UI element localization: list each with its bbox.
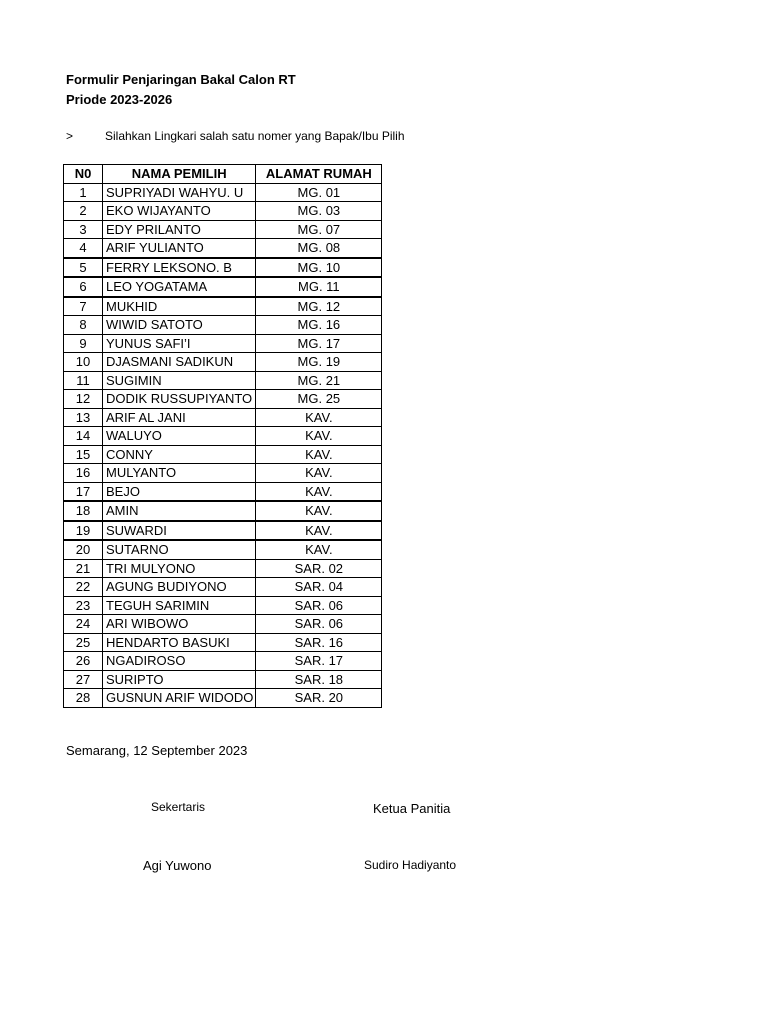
home-address: SAR. 06 bbox=[256, 596, 382, 615]
home-address: MG. 11 bbox=[256, 277, 382, 297]
secretary-role: Sekertaris bbox=[151, 800, 206, 814]
row-number: 3 bbox=[64, 220, 103, 239]
home-address: MG. 16 bbox=[256, 316, 382, 335]
voter-rows bbox=[64, 183, 382, 707]
voter-name: SUWARDI bbox=[103, 521, 256, 541]
home-address: MG. 12 bbox=[256, 297, 382, 316]
row-number: 19 bbox=[64, 521, 103, 541]
instruction-bullet: > bbox=[66, 129, 74, 143]
secretary-name: Agi Yuwono bbox=[143, 858, 212, 873]
table-row bbox=[64, 316, 382, 335]
row-number: 12 bbox=[64, 390, 103, 409]
voter-name: CONNY bbox=[103, 445, 256, 464]
voter-name: NGADIROSO bbox=[103, 652, 256, 671]
instruction-text: Silahkan Lingkari salah satu nomer yang Bapak/Ibu Pilih bbox=[105, 129, 405, 143]
voter-name: ARI WIBOWO bbox=[103, 615, 256, 634]
home-address: KAV. bbox=[256, 521, 382, 541]
voter-name: AGUNG BUDIYONO bbox=[103, 578, 256, 597]
form-period: Priode 2023-2026 bbox=[66, 92, 173, 107]
home-address: MG. 10 bbox=[256, 258, 382, 278]
row-number: 21 bbox=[64, 559, 103, 578]
table-row bbox=[64, 670, 382, 689]
home-address: MG. 19 bbox=[256, 353, 382, 372]
voter-name: SUGIMIN bbox=[103, 371, 256, 390]
home-address: MG. 21 bbox=[256, 371, 382, 390]
home-address: MG. 17 bbox=[256, 334, 382, 353]
table-row bbox=[64, 202, 382, 221]
table-row bbox=[64, 258, 382, 278]
table-row bbox=[64, 521, 382, 541]
table-row bbox=[64, 277, 382, 297]
table-row bbox=[64, 220, 382, 239]
home-address: KAV. bbox=[256, 540, 382, 559]
table-row bbox=[64, 501, 382, 521]
table-row bbox=[64, 559, 382, 578]
row-number: 28 bbox=[64, 689, 103, 708]
home-address: KAV. bbox=[256, 408, 382, 427]
table-row bbox=[64, 689, 382, 708]
voter-name: GUSNUN ARIF WIDODO bbox=[103, 689, 256, 708]
voter-name: MULYANTO bbox=[103, 464, 256, 483]
table-row bbox=[64, 390, 382, 409]
row-number: 14 bbox=[64, 427, 103, 446]
row-number: 13 bbox=[64, 408, 103, 427]
row-number: 11 bbox=[64, 371, 103, 390]
row-number: 6 bbox=[64, 277, 103, 297]
home-address: MG. 01 bbox=[256, 183, 382, 202]
form-title: Formulir Penjaringan Bakal Calon RT bbox=[66, 72, 296, 87]
table-header-row bbox=[64, 165, 382, 184]
home-address: SAR. 02 bbox=[256, 559, 382, 578]
table-row bbox=[64, 445, 382, 464]
row-number: 5 bbox=[64, 258, 103, 278]
voter-name: TRI MULYONO bbox=[103, 559, 256, 578]
voter-name: WALUYO bbox=[103, 427, 256, 446]
voter-name: TEGUH SARIMIN bbox=[103, 596, 256, 615]
table-row bbox=[64, 408, 382, 427]
header-address: ALAMAT RUMAH bbox=[256, 165, 382, 184]
voter-name: DJASMANI SADIKUN bbox=[103, 353, 256, 372]
table-row bbox=[64, 239, 382, 258]
voter-name: SURIPTO bbox=[103, 670, 256, 689]
table-row bbox=[64, 353, 382, 372]
voter-name: EKO WIJAYANTO bbox=[103, 202, 256, 221]
voter-name: WIWID SATOTO bbox=[103, 316, 256, 335]
home-address: SAR. 20 bbox=[256, 689, 382, 708]
table-row bbox=[64, 334, 382, 353]
row-number: 2 bbox=[64, 202, 103, 221]
table-row bbox=[64, 633, 382, 652]
voter-name: HENDARTO BASUKI bbox=[103, 633, 256, 652]
table-row bbox=[64, 371, 382, 390]
voter-name: DODIK RUSSUPIYANTO bbox=[103, 390, 256, 409]
chairman-name: Sudiro Hadiyanto bbox=[364, 858, 457, 872]
home-address: KAV. bbox=[256, 427, 382, 446]
row-number: 22 bbox=[64, 578, 103, 597]
row-number: 15 bbox=[64, 445, 103, 464]
row-number: 4 bbox=[64, 239, 103, 258]
voter-name: LEO YOGATAMA bbox=[103, 277, 256, 297]
row-number: 16 bbox=[64, 464, 103, 483]
table-row bbox=[64, 652, 382, 671]
table-row bbox=[64, 297, 382, 316]
place-date: Semarang, 12 September 2023 bbox=[66, 743, 248, 758]
table-row bbox=[64, 540, 382, 559]
voter-name: EDY PRILANTO bbox=[103, 220, 256, 239]
home-address: MG. 08 bbox=[256, 239, 382, 258]
home-address: SAR. 04 bbox=[256, 578, 382, 597]
table-row bbox=[64, 464, 382, 483]
home-address: SAR. 16 bbox=[256, 633, 382, 652]
voter-name: AMIN bbox=[103, 501, 256, 521]
home-address: SAR. 18 bbox=[256, 670, 382, 689]
voter-name: FERRY LEKSONO. B bbox=[103, 258, 256, 278]
row-number: 7 bbox=[64, 297, 103, 316]
home-address: KAV. bbox=[256, 501, 382, 521]
home-address: KAV. bbox=[256, 445, 382, 464]
table-row bbox=[64, 183, 382, 202]
header-no: N0 bbox=[64, 165, 103, 184]
voter-name: ARIF YULIANTO bbox=[103, 239, 256, 258]
home-address: SAR. 06 bbox=[256, 615, 382, 634]
home-address: SAR. 17 bbox=[256, 652, 382, 671]
header-name: NAMA PEMILIH bbox=[103, 165, 256, 184]
row-number: 17 bbox=[64, 482, 103, 501]
voter-table bbox=[63, 164, 382, 708]
row-number: 25 bbox=[64, 633, 103, 652]
home-address: KAV. bbox=[256, 464, 382, 483]
row-number: 18 bbox=[64, 501, 103, 521]
row-number: 10 bbox=[64, 353, 103, 372]
row-number: 27 bbox=[64, 670, 103, 689]
voter-name: YUNUS SAFI’I bbox=[103, 334, 256, 353]
row-number: 1 bbox=[64, 183, 103, 202]
table-row bbox=[64, 615, 382, 634]
row-number: 26 bbox=[64, 652, 103, 671]
row-number: 23 bbox=[64, 596, 103, 615]
home-address: MG. 25 bbox=[256, 390, 382, 409]
table-row bbox=[64, 482, 382, 501]
row-number: 9 bbox=[64, 334, 103, 353]
table-row bbox=[64, 596, 382, 615]
voter-name: BEJO bbox=[103, 482, 256, 501]
home-address: KAV. bbox=[256, 482, 382, 501]
voter-name: SUTARNO bbox=[103, 540, 256, 559]
row-number: 8 bbox=[64, 316, 103, 335]
table-row bbox=[64, 578, 382, 597]
voter-name: ARIF AL JANI bbox=[103, 408, 256, 427]
row-number: 20 bbox=[64, 540, 103, 559]
home-address: MG. 07 bbox=[256, 220, 382, 239]
table-row bbox=[64, 427, 382, 446]
home-address: MG. 03 bbox=[256, 202, 382, 221]
row-number: 24 bbox=[64, 615, 103, 634]
voter-name: MUKHID bbox=[103, 297, 256, 316]
chairman-role: Ketua Panitia bbox=[373, 801, 451, 816]
voter-name: SUPRIYADI WAHYU. U bbox=[103, 183, 256, 202]
